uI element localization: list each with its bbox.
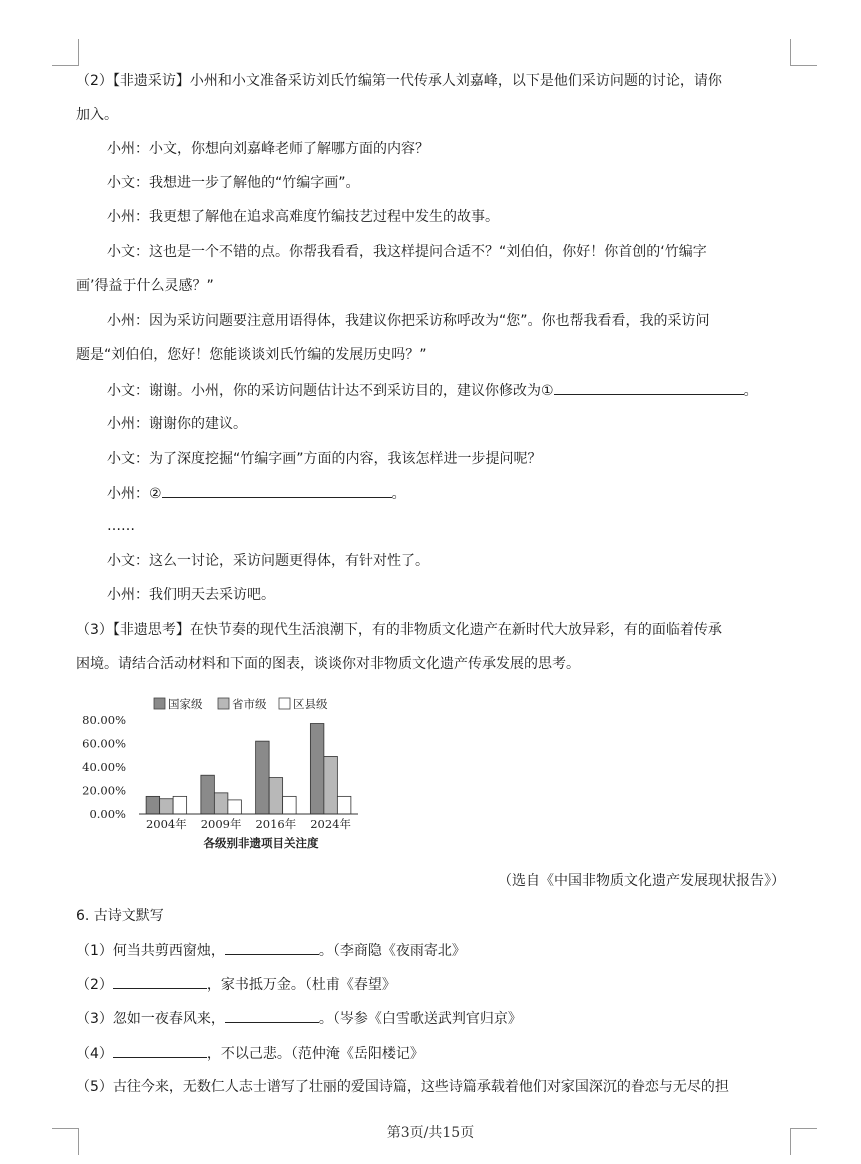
legend-swatch	[279, 698, 290, 709]
poetry-fill-item-4	[76, 1043, 792, 1064]
poetry-fill-item-1	[76, 940, 792, 961]
chart-x-axis	[139, 814, 358, 831]
chart-bars	[146, 724, 351, 814]
dialogue-line-with-blank-2	[107, 483, 823, 504]
dialogue-text: 小州：②	[107, 486, 162, 502]
bar-区县级-2016年	[283, 796, 297, 814]
bar-区县级-2024年	[337, 796, 351, 814]
dialogue-line: 小文：这也是一个不错的点。你帮我看看，我这样提问合适不？“刘伯伯，你好！你首创的‘竹编字	[107, 244, 707, 260]
dialogue-line-with-blank-1	[107, 380, 823, 401]
dialogue-line-continued: 画’得益于什么灵感？”	[76, 278, 214, 294]
poetry-blank-2[interactable]	[113, 974, 207, 989]
crop-mark-top-left	[52, 39, 79, 66]
chart-source-citation: （选自《中国非物质文化遗产发展现状报告》）	[498, 873, 785, 889]
item-text: （2）	[76, 977, 113, 993]
y-tick-label: 20.00%	[82, 783, 126, 798]
poetry-item-5: （5）古往今来，无数仁人志士谱写了壮丽的爱国诗篇，这些诗篇承载着他们对家国深沉的眷恋与无尽的担	[76, 1079, 729, 1095]
bar-省市级-2016年	[269, 778, 283, 814]
dialogue-line: 小州：我更想了解他在追求高难度竹编技艺过程中发生的故事。	[107, 209, 499, 225]
answer-blank-2[interactable]	[162, 483, 392, 498]
chart-y-axis	[82, 713, 126, 821]
poetry-fill-item-2	[76, 974, 792, 995]
item-text: 。（岑参《白雪歌送武判官归京》	[318, 1011, 522, 1027]
dialogue-line: 小文：为了深度挖掘“竹编字画”方面的内容，我该怎样进一步提问呢？	[107, 451, 542, 467]
bar-省市级-2009年	[214, 793, 228, 814]
x-tick-label: 2009年	[200, 817, 242, 831]
legend-label: 国家级	[168, 697, 203, 711]
bar-省市级-2004年	[160, 799, 174, 814]
dialogue-line: 小州：我们明天去采访吧。	[107, 587, 275, 603]
poetry-fill-item-3	[76, 1008, 792, 1029]
x-tick-label: 2004年	[145, 817, 187, 831]
bar-区县级-2009年	[228, 800, 242, 814]
x-tick-label: 2016年	[255, 817, 297, 831]
answer-blank-1[interactable]	[554, 380, 744, 395]
q3-intro-line-1: （3）【非遗思考】在快节奏的现代生活浪潮下，有的非物质文化遗产在新时代大放异彩，有的面临着传承	[76, 622, 722, 638]
item-text: ，不以己悲。（范仲淹《岳阳楼记》	[206, 1046, 424, 1062]
q2-intro-line-1: （2）【非遗采访】小州和小文准备采访刘氏竹编第一代传承人刘嘉峰，以下是他们采访问题的讨论，请你	[76, 73, 722, 89]
item-text: （1）何当共剪西窗烛，	[76, 943, 225, 959]
poetry-blank-1[interactable]	[225, 940, 319, 955]
q6-heading: 6. 古诗文默写	[76, 908, 164, 924]
poetry-blank-3[interactable]	[225, 1008, 319, 1023]
dialogue-text: 。	[391, 486, 406, 502]
dialogue-text: 。	[743, 383, 758, 399]
q2-intro-line-2: 加入。	[76, 107, 118, 123]
item-text: 。（李商隐《夜雨寄北》	[318, 943, 466, 959]
bar-国家级-2009年	[201, 775, 215, 814]
q3-intro-line-2: 困境。请结合活动材料和下面的图表，谈谈你对非物质文化遗产传承发展的思考。	[76, 656, 580, 672]
dialogue-text: 小文：谢谢。小州，你的采访问题估计达不到采访目的，建议你修改为①	[107, 383, 554, 399]
chart-title: 各级别非遗项目关注度	[203, 836, 319, 850]
bar-区县级-2004年	[173, 796, 187, 814]
legend-swatch	[218, 698, 229, 709]
dialogue-line: 小文：我想进一步了解他的“竹编字画”。	[107, 175, 360, 191]
page-footer: 第3页/共15页	[386, 1125, 475, 1141]
legend-swatch	[154, 698, 165, 709]
bar-国家级-2024年	[310, 724, 324, 814]
y-tick-label: 0.00%	[89, 807, 126, 821]
chart-legend	[154, 697, 328, 711]
dialogue-line: 小州：小文，你想向刘嘉峰老师了解哪方面的内容？	[107, 141, 429, 157]
bar-国家级-2004年	[146, 796, 160, 814]
dialogue-line: 小文：这么一讨论，采访问题更得体，有针对性了。	[107, 553, 429, 569]
bar-国家级-2016年	[256, 741, 270, 814]
poetry-blank-4[interactable]	[113, 1043, 207, 1058]
legend-label: 省市级	[232, 697, 267, 711]
dialogue-line: 小州：谢谢你的建议。	[107, 416, 247, 432]
dialogue-ellipsis: ……	[107, 518, 135, 534]
item-text: （3）忽如一夜春风来，	[76, 1011, 225, 1027]
y-tick-label: 40.00%	[82, 760, 126, 774]
y-tick-label: 80.00%	[82, 713, 126, 727]
x-tick-label: 2024年	[310, 817, 352, 831]
dialogue-line-continued: 题是“刘伯伯，您好！您能谈谈刘氏竹编的发展历史吗？”	[76, 347, 427, 363]
heritage-attention-bar-chart	[76, 692, 376, 857]
crop-mark-top-right	[790, 39, 817, 66]
item-text: ，家书抵万金。（杜甫《春望》	[206, 977, 396, 993]
legend-label: 区县级	[293, 697, 328, 711]
dialogue-line: 小州：因为采访问题要注意用语得体，我建议你把采访称呼改为“您”。你也帮我看看，我的采访问	[107, 313, 710, 329]
bar-省市级-2024年	[324, 756, 338, 814]
y-tick-label: 60.00%	[82, 736, 126, 751]
item-text: （4）	[76, 1046, 113, 1062]
